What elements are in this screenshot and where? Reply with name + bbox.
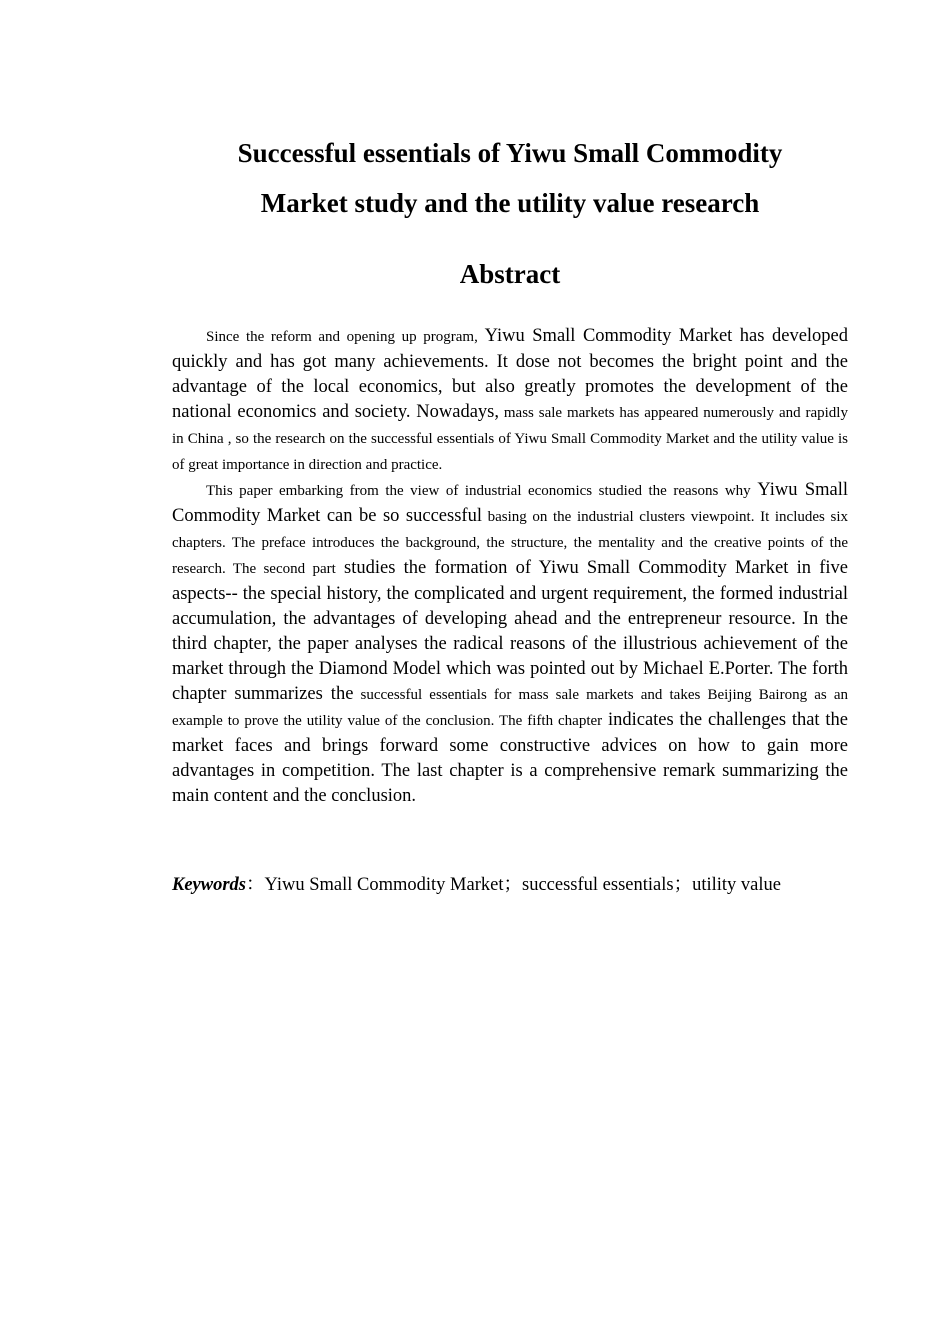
keyword-item: utility value (692, 875, 781, 895)
keyword-item: successful essentials (522, 875, 674, 895)
paragraph-1-segment-3: mass sale markets has appeared numerously and rapidly in China , so the research on the successful essentials of Yiwu Small Commodity Market and the utility value is of great importance in direction and practice. (172, 405, 848, 473)
paragraph-2-segment-6: indicates the challenges that the market faces and brings forward some constructive advices on how to gain more advantages in competition. The last chapter is a comprehensive remark summarizing the main content and the conclusion. (172, 710, 848, 806)
keyword-delimiter: ； (503, 875, 522, 895)
abstract-heading: Abstract (459, 259, 561, 289)
paragraph-2-segment-3: basing on the industrial clusters viewpoint. It includes six chapters. The preface introduces the background, the structure, the mentality and the creative points of the research. The second part (172, 509, 849, 577)
keywords-separator: ： (246, 875, 265, 895)
keywords-line (172, 872, 848, 898)
abstract-paragraph-2 (172, 478, 848, 809)
paragraph-2-segment-4: studies the formation of Yiwu Small Commodity Market in five aspects-- the special history, the complicated and urgent requirement, the formed industrial accumulation, the advantages of developing ahead and the entrepreneur resource. In the third chapter, the paper analyses the radical reasons of the illustrious achievement of the market through the Diamond Model which was pointed out by Michael E.Porter. The forth chapter summarizes the (172, 558, 848, 704)
keywords-label: Keywords (172, 875, 246, 895)
paragraph-2-segment-5: successful essentials for mass sale markets and takes Beijing Bairong as an example to prove the utility value of the conclusion. The fifth chapter (172, 687, 848, 729)
paper-title-line-2: Market study and the utility value research (260, 188, 760, 218)
paragraph-1-segment-1: Since the reform and opening up program, (206, 329, 478, 345)
paragraph-2-segment-1: This paper embarking from the view of industrial economics studied the reasons why (206, 483, 751, 499)
paper-title-line-1: Successful essentials of Yiwu Small Commodity (237, 138, 783, 168)
keyword-delimiter: ； (673, 875, 693, 895)
keyword-item: Yiwu Small Commodity Market (264, 875, 504, 895)
paragraph-1-segment-2: Yiwu Small Commodity Market has developed quickly and has got many achievements. It dose not becomes the bright point and the advantage of the local economics, but also greatly promotes the development of the national economics and society. Nowadays, (172, 326, 848, 422)
abstract-paragraph-1 (172, 324, 848, 478)
abstract-body (172, 324, 848, 809)
paragraph-2-segment-2: Yiwu Small Commodity Market can be so successful (172, 480, 848, 526)
paper-title (172, 128, 848, 228)
